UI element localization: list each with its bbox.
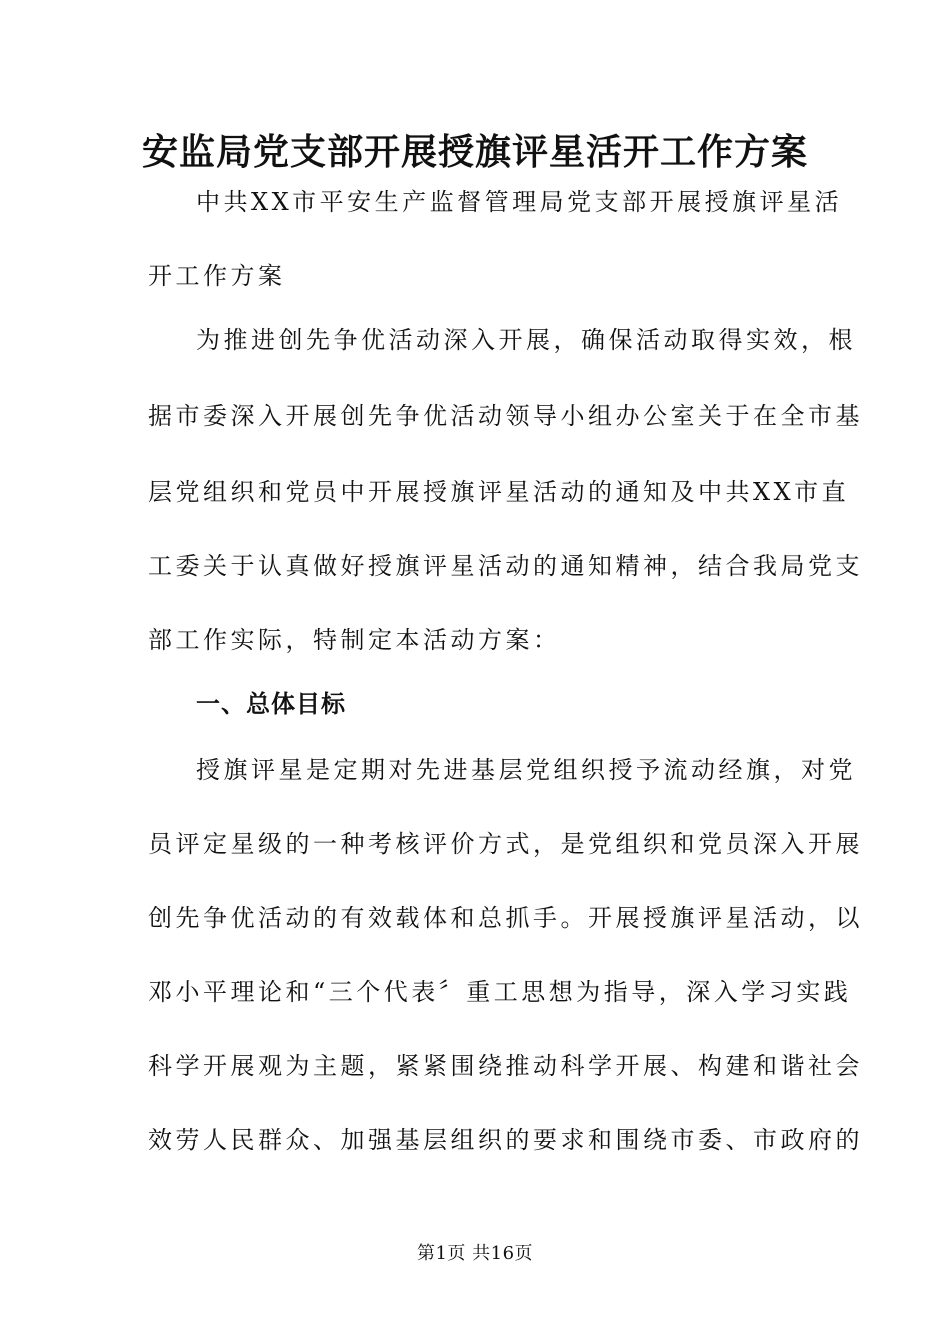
intro-paragraph-line: 工委关于认真做好授旗评星活动的通知精神，结合我局党支 [148, 552, 863, 580]
body-paragraph-line: 邓小平理论和“三个代表〞重工思想为指导，深入学习实践 [148, 978, 852, 1006]
page-number-footer: 第1页 共16页 [416, 1243, 534, 1264]
intro-paragraph-line: 为推进创先争优活动深入开展，确保活动取得实效，根 [196, 326, 856, 354]
body-paragraph-line: 效劳人民群众、加强基层组织的要求和围绕市委、市政府的 [148, 1126, 863, 1154]
body-paragraph-line: 授旗评星是定期对先进基层党组织授予流动经旗，对党 [196, 756, 856, 784]
intro-paragraph-line: 层党组织和党员中开展授旗评星活动的通知及中共XX市直 [148, 478, 850, 506]
body-paragraph-line: 科学开展观为主题，紧紧围绕推动科学开展、构建和谐社会 [148, 1052, 863, 1080]
intro-paragraph-line: 部工作实际，特制定本活动方案： [148, 626, 561, 654]
section-heading: 一、总体目标 [196, 690, 346, 718]
intro-paragraph-line: 据市委深入开展创先争优活动领导小组办公室关于在全市基 [148, 402, 863, 430]
subtitle-line-1: 中共XX市平安生产监督管理局党支部开展授旗评星活 [196, 188, 843, 216]
body-paragraph-line: 员评定星级的一种考核评价方式，是党组织和党员深入开展 [148, 830, 863, 858]
subtitle-line-2: 开工作方案 [148, 262, 286, 290]
document-title: 安监局党支部开展授旗评星活开工作方案 [141, 131, 808, 173]
body-paragraph-line: 创先争优活动的有效载体和总抓手。开展授旗评星活动，以 [148, 904, 863, 932]
